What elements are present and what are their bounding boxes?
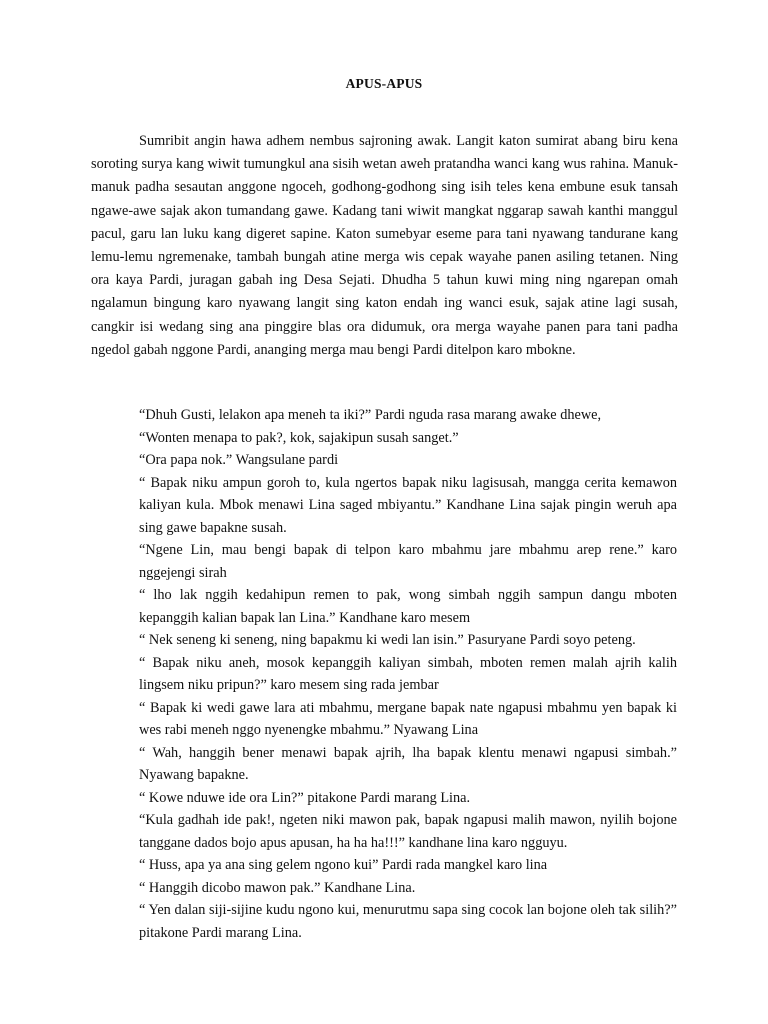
dialogue-line: “ Hanggih dicobo mawon pak.” Kandhane Lina. <box>139 879 416 896</box>
dialogue-line: “ Huss, apa ya ana sing gelem ngono kui” Pardi rada mangkel karo lina <box>139 857 548 873</box>
dialogue-block <box>139 404 677 944</box>
dialogue-line: “Wonten menapa to pak?, kok, sajakipun susah sanget.” <box>139 429 459 446</box>
opening-paragraph: Sumribit angin hawa adhem nembus sajroning awak. Langit katon sumirat abang biru kena soroting surya kang wiwit tumungkul ana sisih wetan aweh pratandha wanci kang wus rahina. Manuk-manuk padha sesautan anggone ngoceh, godhong-godhong sing isih teles kena embune esuk tansah ngawe-awe sajak akon tumandang gawe. Kadang tani wiwit mangkat nggarap sawah kanthi manggul pacul, garu lan luku kang digeret sapine. Katon sumebyar eseme para tani nyawang tandurane kang lemu-lemu ngremenake, tambah bungah atine merga wis cepak wayahe panen asiling tetanen. Ning ora kaya Pardi, juragan gabah ing Desa Sejati. Dhudha 5 tahun kuwi ming ning ngarepan omah ngalamun bingung karo nyawang langit sing katon endah ing wanci esuk, sajak atine lagi susah, cangkir isi wedang sing ana pinggire blas ora didumuk, ora merga wayahe panen para tani padha ngedol gabah nggone Pardi, ananging merga mau bengi Pardi ditelpon karo mbokne. <box>91 133 678 358</box>
dialogue-line: “ Wah, hanggih bener menawi bapak ajrih, lha bapak klentu menawi ngapusi simbah.” Nyawang bapakne. <box>139 744 677 783</box>
dialogue-line: “ lho lak nggih kedahipun remen to pak, wong simbah nggih sampun dangu mboten kepanggih kalian bapak lan Lina.” Kandhane karo mesem <box>139 587 677 626</box>
dialogue-line: “ Nek seneng ki seneng, ning bapakmu ki wedi lan isin.” Pasuryane Pardi soyo peteng. <box>139 632 636 648</box>
dialogue-line: “Kula gadhah ide pak!, ngeten niki mawon pak, bapak ngapusi malih mawon, nyilih bojone tanggane dados bojo apus apusan, ha ha ha!!!” kandhane lina karo ngguyu. <box>139 812 677 851</box>
dialogue-line: “Dhuh Gusti, lelakon apa meneh ta iki?” Pardi nguda rasa marang awake dhewe, <box>139 407 602 423</box>
dialogue-line: “Ora papa nok.” Wangsulane pardi <box>139 452 339 468</box>
dialogue-line: “ Bapak niku ampun goroh to, kula ngertos bapak niku lagisusah, mangga cerita kemawon kaliyan kula. Mbok menawi Lina saged mbiyantu.” Kandhane Lina sajak pingin weruh apa sing gawe bapakne susah. <box>139 474 677 536</box>
dialogue-line: “ Bapak ki wedi gawe lara ati mbahmu, mergane bapak nate ngapusi mbahmu yen bapak ki wes rabi meneh nggo nyenengke mbahmu.” Nyawang Lina <box>139 699 677 738</box>
document-title: APUS-APUS <box>345 76 423 91</box>
opening-paragraph-block <box>91 130 678 362</box>
dialogue-line: “Ngene Lin, mau bengi bapak di telpon karo mbahmu jare mbahmu arep rene.” karo nggejengi sirah <box>139 542 677 581</box>
dialogue-line: “ Yen dalan siji-sijine kudu ngono kui, menurutmu sapa sing cocok lan bojone oleh tak silih?” pitakone Pardi marang Lina. <box>139 902 677 941</box>
dialogue-line: “ Bapak niku aneh, mosok kepanggih kaliyan simbah, mboten remen malah ajrih kalih lingsem niku pripun?” karo mesem sing rada jembar <box>139 654 677 693</box>
dialogue-line: “ Kowe nduwe ide ora Lin?” pitakone Pardi marang Lina. <box>139 789 471 806</box>
